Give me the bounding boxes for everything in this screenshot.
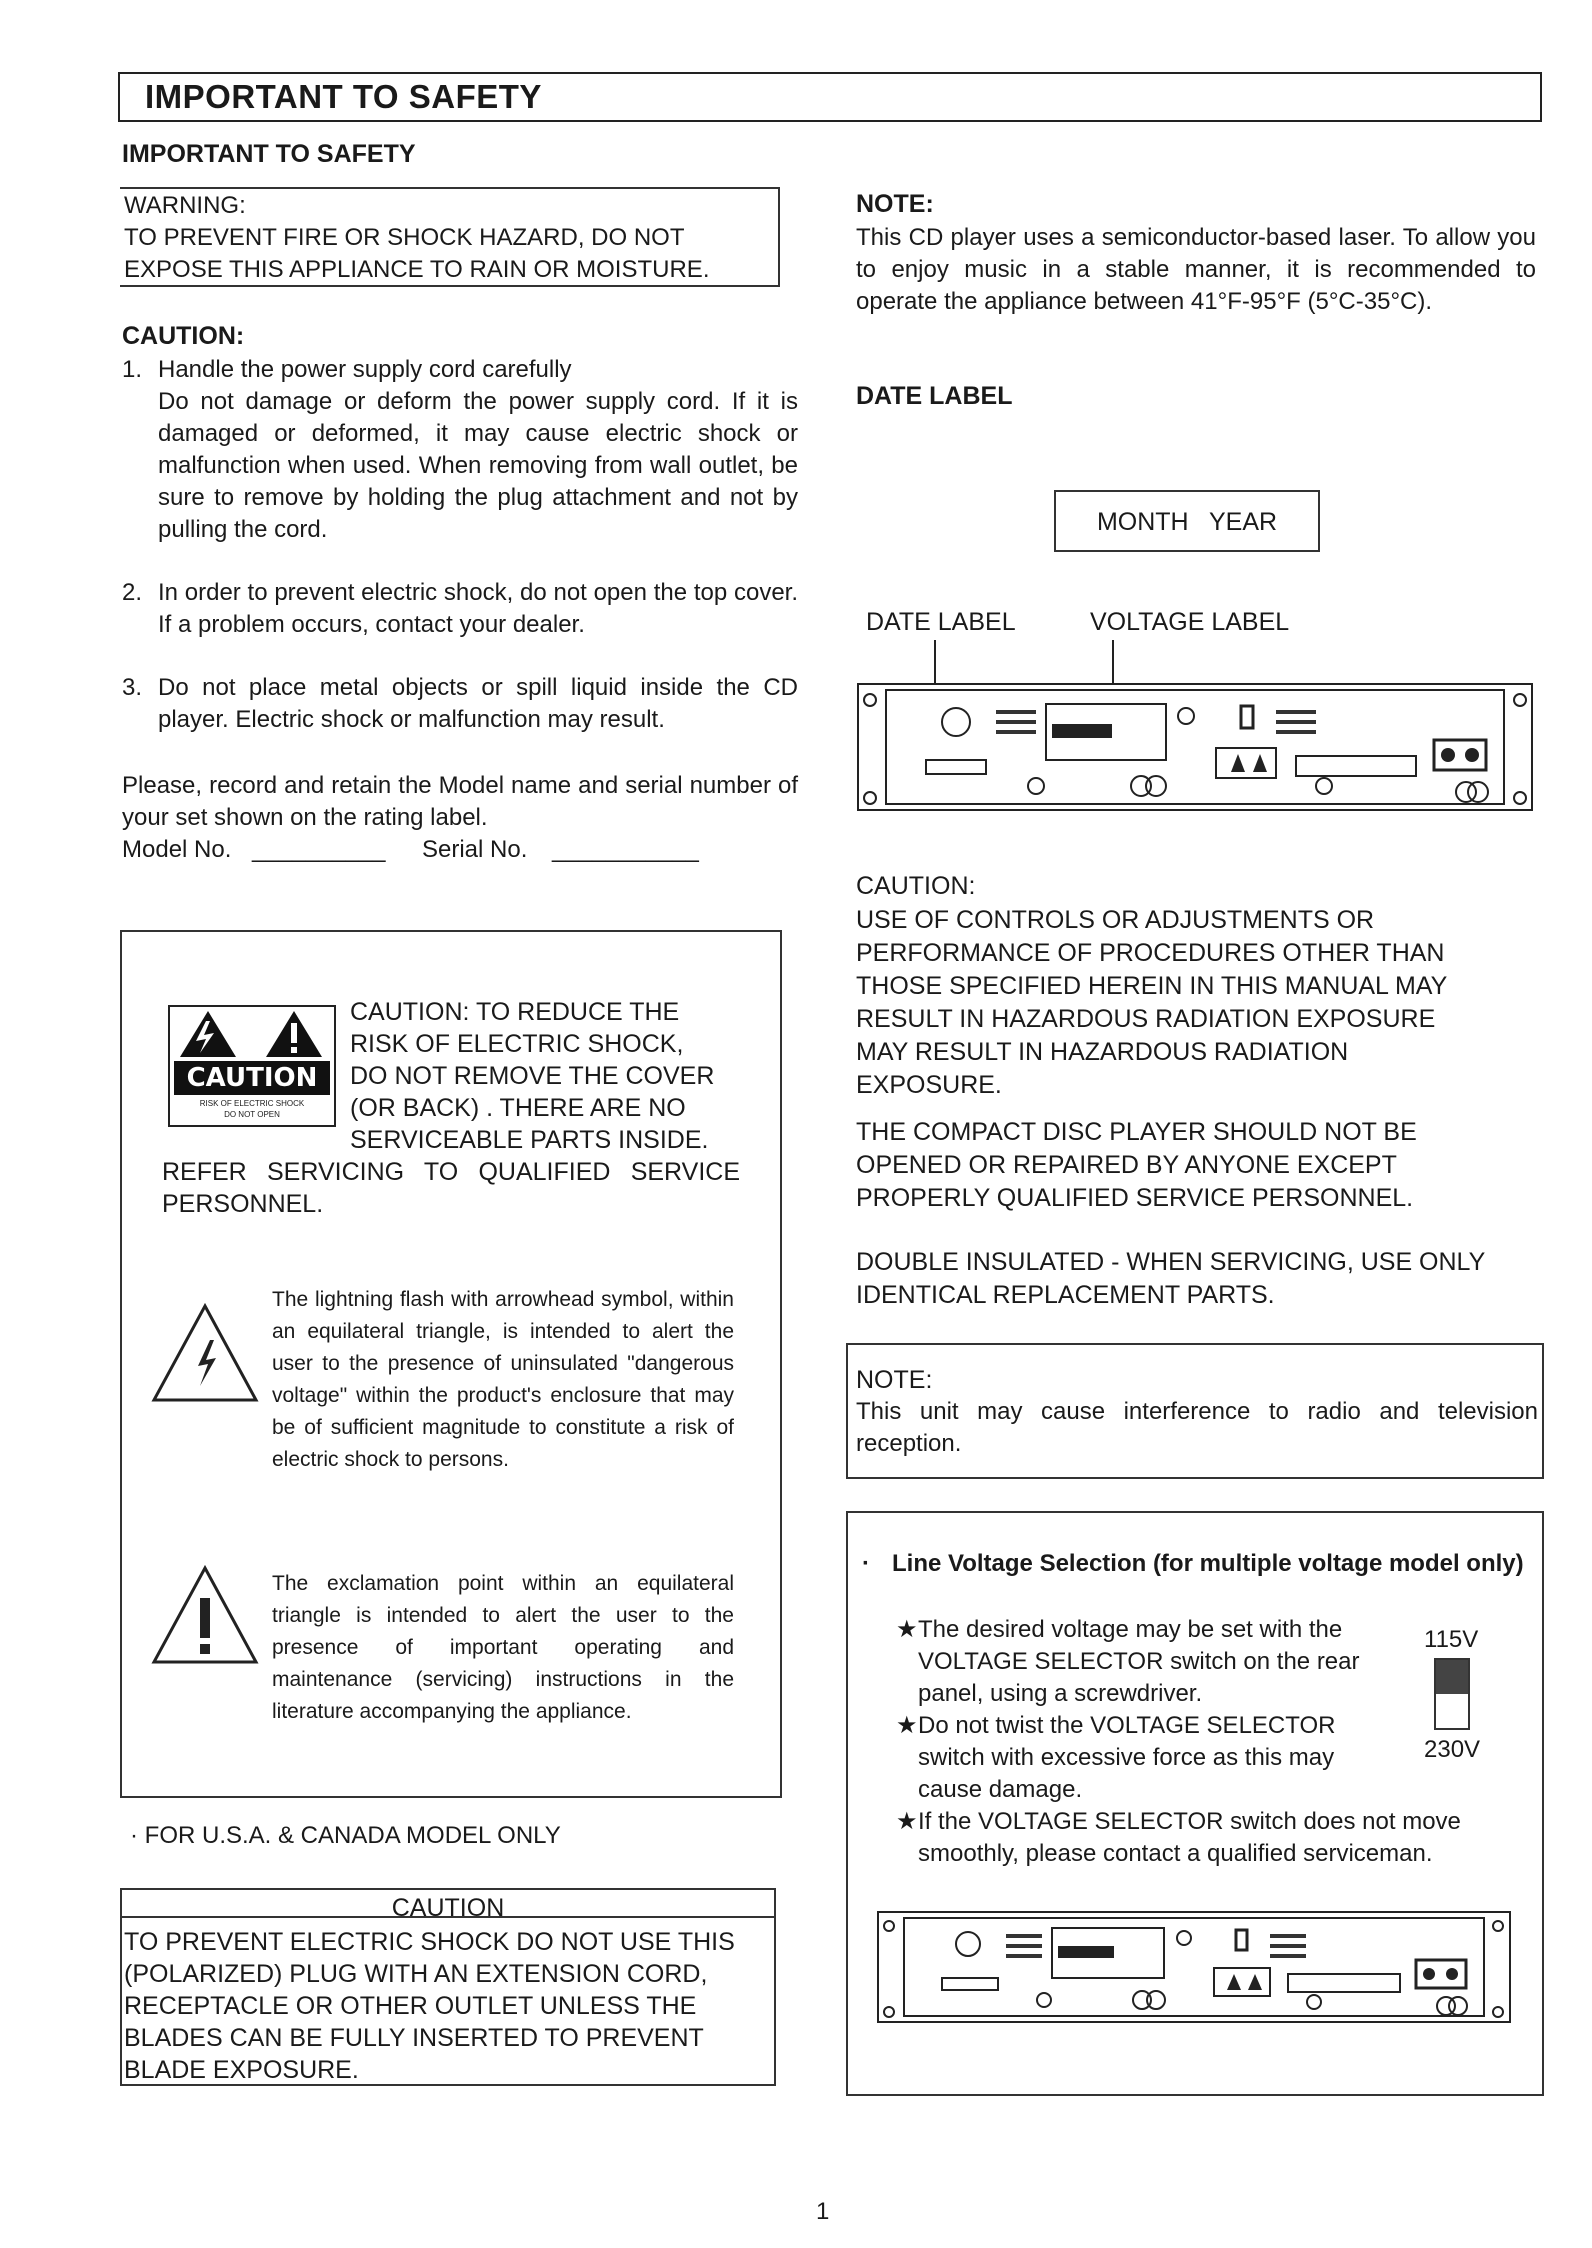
voltage-selector-switch bbox=[1434, 1658, 1470, 1730]
caution-line: USE OF CONTROLS OR ADJUSTMENTS OR bbox=[856, 906, 1375, 934]
model-blank: __________ bbox=[252, 836, 386, 863]
polarized-title: CAUTION bbox=[391, 1894, 505, 1922]
compact-disc-line: PROPERLY QUALIFIED SERVICE PERSONNEL. bbox=[856, 1184, 1414, 1212]
voltage-item: If the VOLTAGE SELECTOR switch does not move smoothly, please contact a qualified serviceman. bbox=[918, 1808, 1461, 1867]
caution-box-line: CAUTION: TO REDUCE THE bbox=[350, 998, 680, 1026]
warning-label: WARNING: bbox=[124, 192, 246, 219]
voltage-230: 230V bbox=[1424, 1736, 1481, 1763]
caution-line: RESULT IN HAZARDOUS RADIATION EXPOSURE bbox=[856, 1005, 1436, 1033]
section-heading: IMPORTANT TO SAFETY bbox=[122, 140, 416, 168]
polarized-line: BLADES CAN BE FULLY INSERTED TO PREVENT bbox=[124, 2024, 704, 2052]
caution-label: CAUTION: bbox=[856, 872, 976, 900]
voltage-item: The desired voltage may be set with the VOLTAGE SELECTOR switch on the rear panel, using a screwdriver. bbox=[918, 1616, 1360, 1707]
caution-line: EXPOSURE. bbox=[856, 1071, 1002, 1099]
caution-box-line: DO NOT REMOVE THE COVER bbox=[350, 1062, 715, 1090]
item-number: 2. bbox=[122, 579, 143, 606]
bullet-dot: · bbox=[862, 1550, 870, 1577]
refer-servicing: REFER SERVICING TO QUALIFIED SERVICE PERSONNEL. bbox=[162, 1158, 740, 1218]
double-insulated-line: IDENTICAL REPLACEMENT PARTS. bbox=[856, 1281, 1275, 1309]
caution-label-graphic bbox=[168, 1005, 336, 1127]
page-title: IMPORTANT TO SAFETY bbox=[145, 78, 542, 115]
usa-canada-note: · FOR U.S.A. & CANADA MODEL ONLY bbox=[130, 1822, 561, 1849]
star-bullet: ★ bbox=[896, 1616, 918, 1643]
date-label-heading: DATE LABEL bbox=[856, 382, 1013, 410]
record-text: Please, record and retain the Model name and serial number of your set shown on the rating label. bbox=[122, 772, 798, 831]
item-number: 1. bbox=[122, 356, 143, 383]
caution-label-sub: DO NOT OPEN bbox=[224, 1110, 280, 1119]
item-title: Handle the power supply cord carefully bbox=[158, 356, 572, 383]
month-year-text: MONTH YEAR bbox=[1096, 508, 1278, 536]
serial-label: Serial No. bbox=[422, 836, 528, 863]
rear-panel-diagram bbox=[856, 680, 1534, 814]
caution-line: MAY RESULT IN HAZARDOUS RADIATION bbox=[856, 1038, 1349, 1066]
compact-disc-line: THE COMPACT DISC PLAYER SHOULD NOT BE bbox=[856, 1118, 1417, 1146]
caution-heading: CAUTION: bbox=[122, 322, 245, 350]
date-label: DATE LABEL bbox=[866, 608, 1016, 636]
caution-line: THOSE SPECIFIED HEREIN IN THIS MANUAL MAY bbox=[856, 972, 1448, 1000]
polarized-line: TO PREVENT ELECTRIC SHOCK DO NOT USE THIS bbox=[124, 1928, 735, 1956]
voltage-bullet-title: Line Voltage Selection (for multiple voltage model only) bbox=[892, 1550, 1524, 1577]
page-number: 1 bbox=[816, 2198, 830, 2225]
item-body: Do not damage or deform the power supply cord. If it is damaged or deformed, it may cause electric shock or malfunction when used. When removing from wall outlet, be sure to remove by holding the plug attachment and not by pulling the cord. bbox=[158, 388, 798, 543]
voltage-115: 115V bbox=[1424, 1626, 1479, 1653]
star-bullet: ★ bbox=[896, 1712, 918, 1739]
serial-blank: ___________ bbox=[552, 836, 699, 863]
polarized-line: BLADE EXPOSURE. bbox=[124, 2056, 359, 2084]
note2-text: This unit may cause interference to radio and television reception. bbox=[856, 1398, 1538, 1457]
rear-panel-diagram-2 bbox=[876, 1908, 1512, 2026]
note2-heading: NOTE: bbox=[856, 1366, 933, 1394]
voltage-item: Do not twist the VOLTAGE SELECTOR switch with excessive force as this may cause damage. bbox=[918, 1712, 1336, 1803]
star-bullet: ★ bbox=[896, 1808, 918, 1835]
voltage-label: VOLTAGE LABEL bbox=[1090, 608, 1290, 636]
caution-box-line: SERVICEABLE PARTS INSIDE. bbox=[350, 1126, 709, 1154]
polarized-line: (POLARIZED) PLUG WITH AN EXTENSION CORD, bbox=[124, 1960, 708, 1988]
warning-line: EXPOSE THIS APPLIANCE TO RAIN OR MOISTURE. bbox=[124, 256, 710, 283]
item-number: 3. bbox=[122, 674, 143, 701]
caution-box-line: RISK OF ELECTRIC SHOCK, bbox=[350, 1030, 684, 1058]
lightning-triangle-icon bbox=[150, 1302, 260, 1406]
caution-box-line: (OR BACK) . THERE ARE NO bbox=[350, 1094, 686, 1122]
lightning-description: The lightning flash with arrowhead symbol, within an equilateral triangle, is intended to alert the user to the presence of uninsulated "dangerous voltage" within the product's enclosure that may be of sufficient magnitude to constitute a risk of electric shock to persons. bbox=[272, 1288, 734, 1471]
note-text: This CD player uses a semiconductor-based laser. To allow you to enjoy music in a stable manner, it is recommended to operate the appliance between 41°F-95°F (5°C-35°C). bbox=[856, 224, 1536, 315]
item-body: In order to prevent electric shock, do not open the top cover. If a problem occurs, contact your dealer. bbox=[158, 579, 798, 638]
polarized-line: RECEPTACLE OR OTHER OUTLET UNLESS THE bbox=[124, 1992, 697, 2020]
exclamation-triangle-icon bbox=[150, 1564, 260, 1668]
compact-disc-line: OPENED OR REPAIRED BY ANYONE EXCEPT bbox=[856, 1151, 1397, 1179]
exclamation-description: The exclamation point within an equilateral triangle is intended to alert the user to the presence of important operating and maintenance (servicing) instructions in the literature accompanying the appliance. bbox=[272, 1572, 734, 1723]
warning-line: TO PREVENT FIRE OR SHOCK HAZARD, DO NOT bbox=[124, 224, 685, 251]
model-label: Model No. bbox=[122, 836, 232, 863]
note-heading: NOTE: bbox=[856, 190, 934, 218]
caution-label-text: CAUTION bbox=[186, 1063, 318, 1093]
caution-line: PERFORMANCE OF PROCEDURES OTHER THAN bbox=[856, 939, 1445, 967]
double-insulated-line: DOUBLE INSULATED - WHEN SERVICING, USE ONLY bbox=[856, 1248, 1486, 1276]
caution-label-sub: RISK OF ELECTRIC SHOCK bbox=[199, 1099, 305, 1108]
item-body: Do not place metal objects or spill liquid inside the CD player. Electric shock or malfunction may result. bbox=[158, 674, 798, 733]
